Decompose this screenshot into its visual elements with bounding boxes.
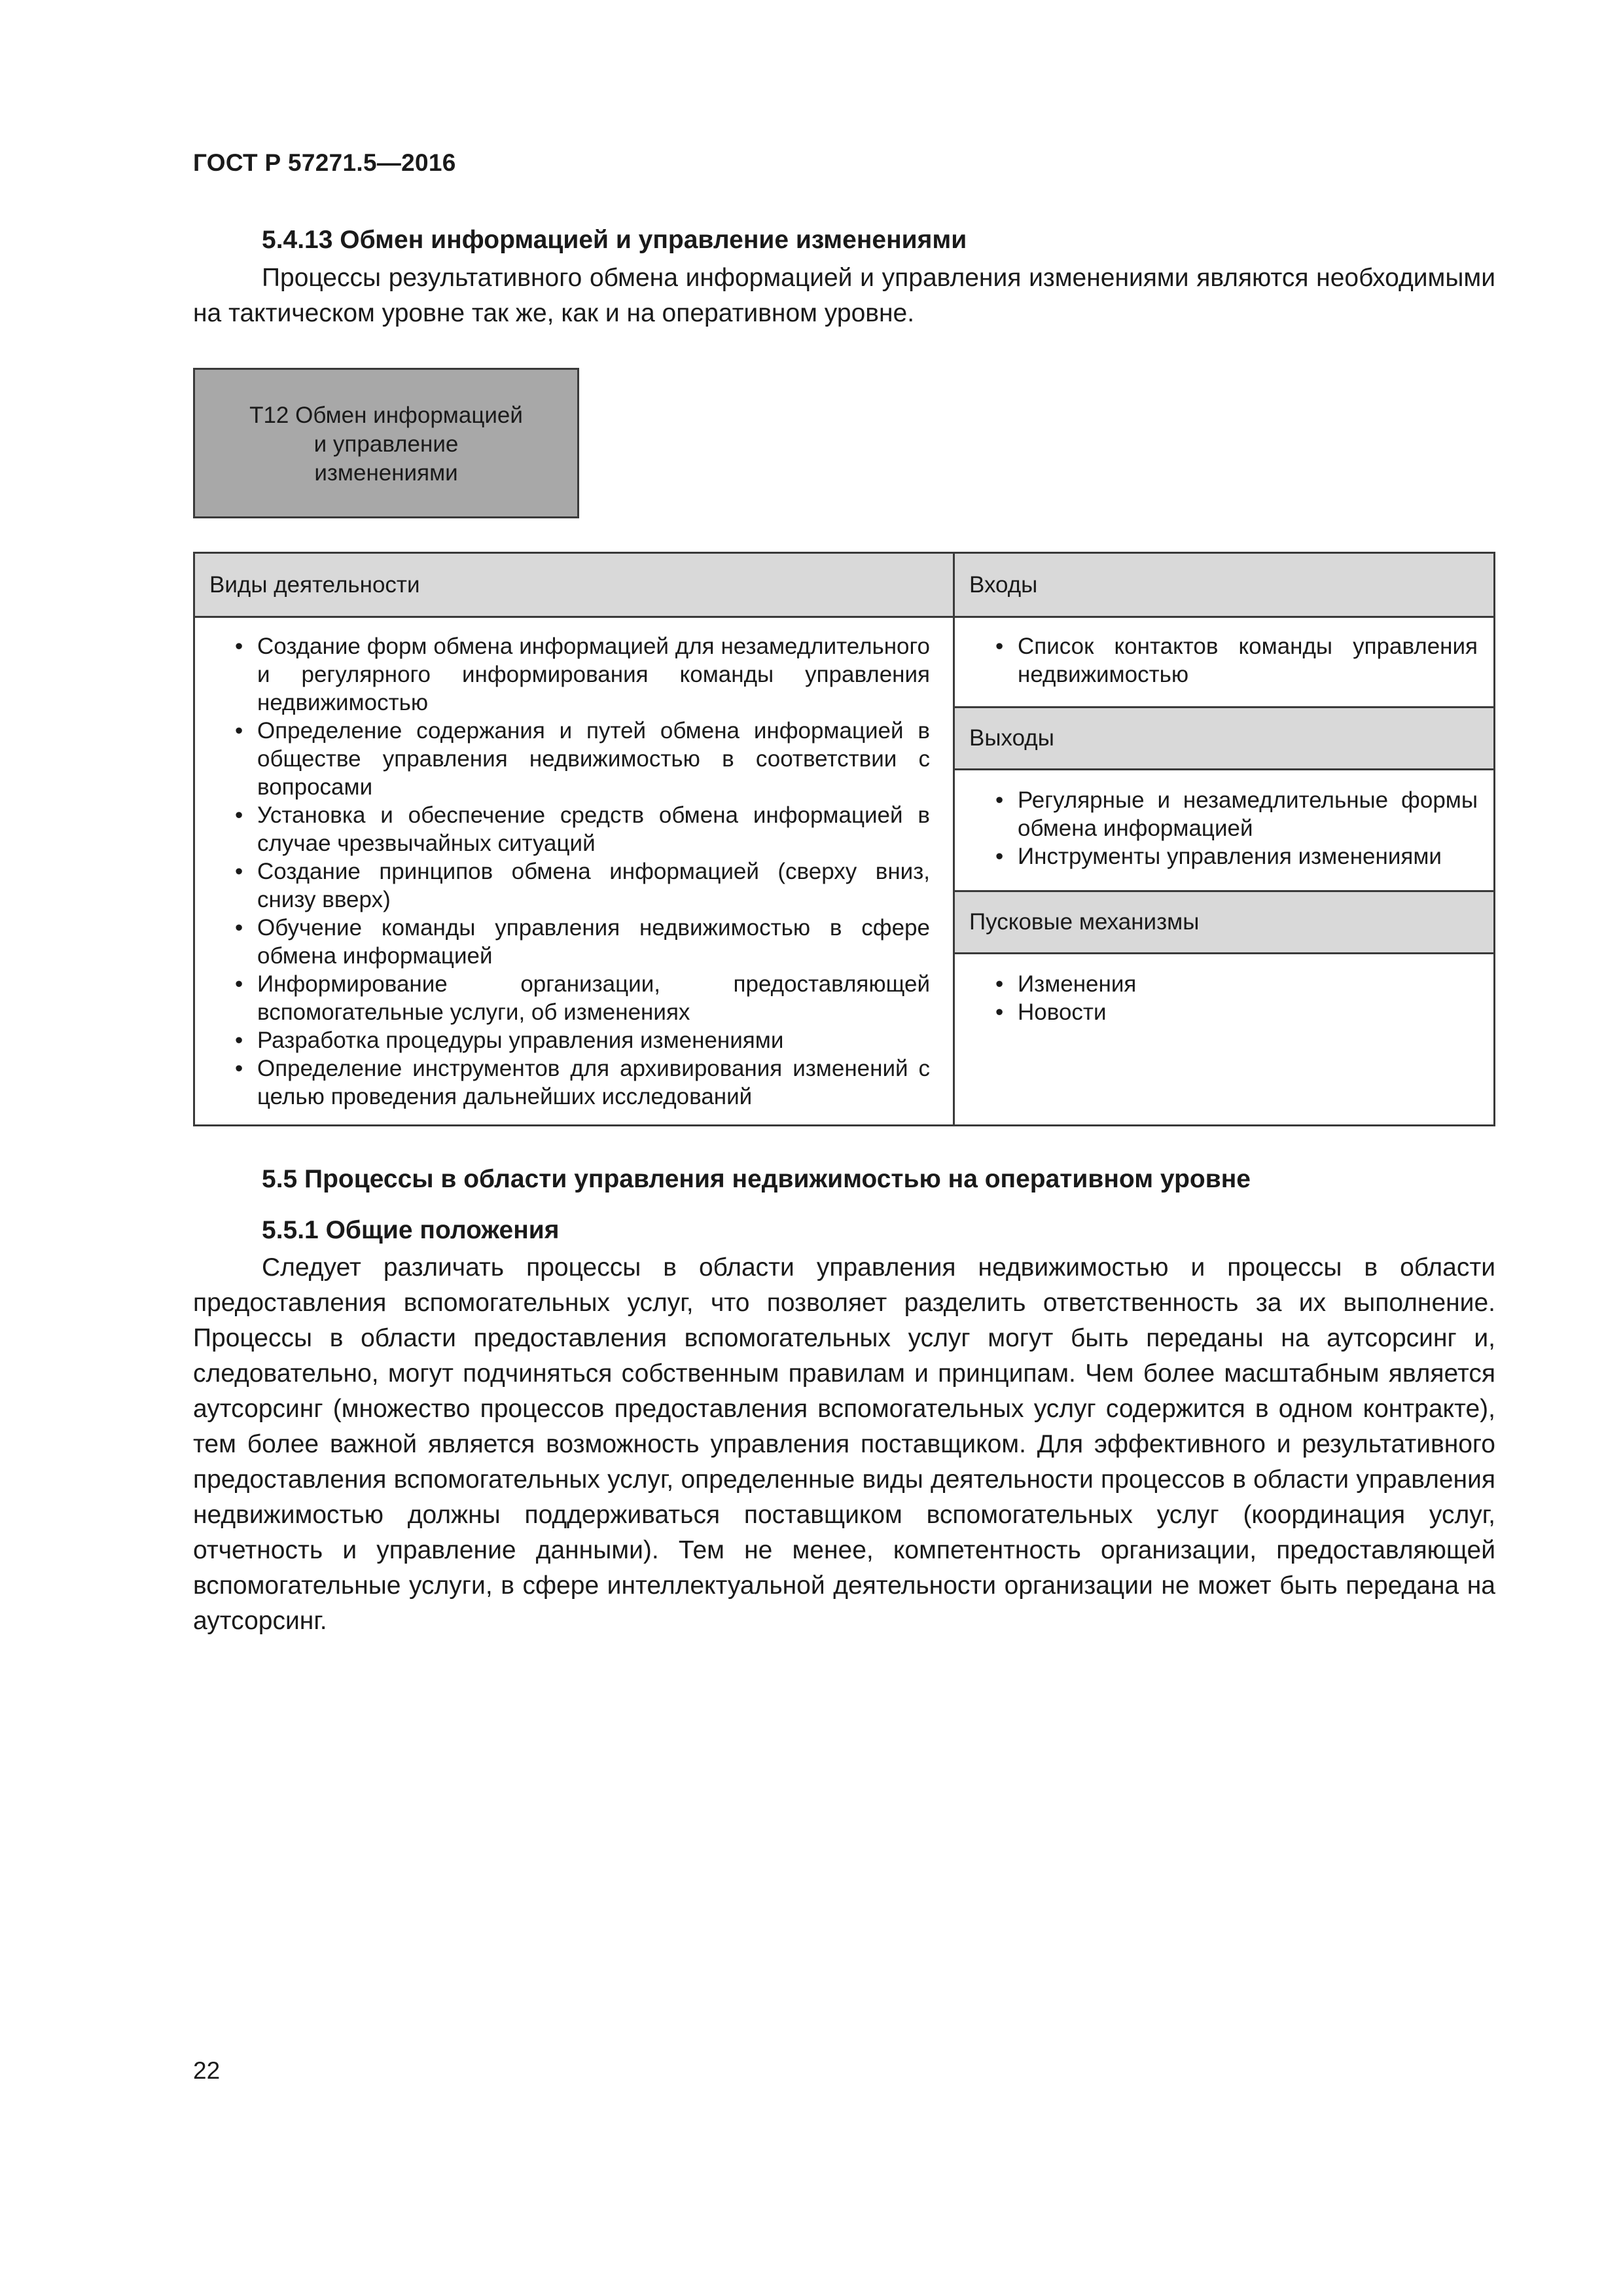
activities-item: • Разработка процедуры управления изменениями [230, 1026, 930, 1054]
process-box-line-1: Т12 Обмен информацией [249, 403, 523, 428]
process-table [193, 552, 1495, 1126]
activities-item: • Обучение команды управления недвижимостью в сфере обмена информацией [230, 914, 930, 970]
triggers-item: • Изменения [990, 970, 1478, 998]
activities-item: • Определение содержания и путей обмена информацией в обществе управления недвижимостью в соответствии с вопросами [230, 717, 930, 801]
outputs-item: • Регулярные и незамедлительные формы обмена информацией [990, 786, 1478, 842]
inputs-item: • Список контактов команды управления недвижимостью [990, 632, 1478, 689]
activities-list [230, 632, 930, 1111]
activities-item: • Определение инструментов для архивирования изменений с целью проведения дальнейших исследований [230, 1054, 930, 1111]
section-5-4-13-title: 5.4.13 Обмен информацией и управление изменениями [262, 226, 967, 254]
triggers-list [990, 970, 1478, 1026]
section-5-4-13-paragraph: Процессы результативного обмена информацией и управления изменениями являются необходимыми на тактическом уровне так же, как и на оперативном уровне. [193, 264, 1495, 327]
activities-item: • Установка и обеспечение средств обмена информацией в случае чрезвычайных ситуаций [230, 801, 930, 857]
section-5-5-title: 5.5 Процессы в области управления недвижимостью на оперативном уровне [262, 1165, 1251, 1193]
section-5-5-1-paragraph: Следует различать процессы в области управления недвижимостью и процессы в области предоставления вспомогательных услуг, что позволяет разделить ответственность за их выполнение. Процессы в области предоставления вспомогательных услуг могут быть переданы на аутсорсинг и, следовательно, могут подчиняться собственным правилам и принципам. Чем более масштабным является аутсорсинг (множество процессов предоставления вспомогательных услуг содержится в одном контракте), тем более важной является возможность управления поставщиком. Для эффективного и результативного предоставления вспомогательных услуг, определенные виды деятельности процессов в области управления недвижимостью должны поддерживаться поставщиком вспомогательных услуг (координация услуг, отчетность и управление данными). Тем не менее, компетентность организации, предоставляющей вспомогательные услуги, в сфере интеллектуальной деятельности организации не может быть передана на аутсорсинг. [193, 1253, 1495, 1635]
outputs-item: • Инструменты управления изменениями [990, 842, 1478, 870]
outputs-list [990, 786, 1478, 870]
page-number: 22 [193, 2057, 221, 2084]
table-column-divider [953, 554, 955, 1124]
process-box-line-3: изменениями [314, 460, 458, 486]
inputs-list [990, 632, 1478, 689]
outputs-header: Выходы [955, 706, 1493, 770]
activities-header: Виды деятельности [195, 554, 953, 618]
activities-item: • Создание форм обмена информацией для незамедлительного и регулярного информирования команды управления недвижимостью [230, 632, 930, 717]
section-5-5-1-title: 5.5.1 Общие положения [262, 1216, 560, 1244]
document-header: ГОСТ Р 57271.5—2016 [193, 149, 456, 176]
triggers-item: • Новости [990, 998, 1478, 1026]
process-box-line-2: и управление [313, 431, 459, 457]
activities-item: • Информирование организации, предоставляющей вспомогательные услуги, об изменениях [230, 970, 930, 1026]
activities-item: • Создание принципов обмена информацией (сверху вниз, снизу вверх) [230, 857, 930, 914]
triggers-header: Пусковые механизмы [955, 890, 1493, 954]
inputs-header: Входы [955, 554, 1493, 618]
process-box-t12 [193, 368, 579, 518]
